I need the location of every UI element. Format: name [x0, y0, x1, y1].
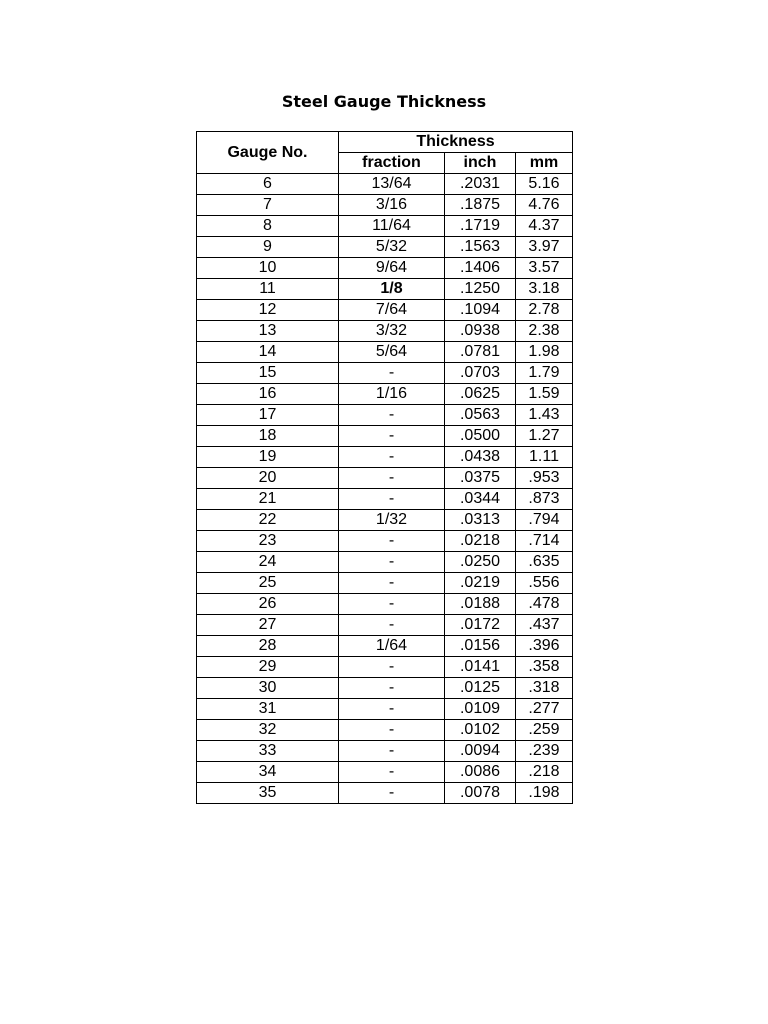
- inch-cell: .1563: [445, 237, 516, 258]
- table-row: [197, 510, 573, 531]
- fraction-cell: 11/64: [339, 216, 445, 237]
- table-row: [197, 321, 573, 342]
- fraction-cell: 1/64: [339, 636, 445, 657]
- table-row: [197, 636, 573, 657]
- gauge-cell: 30: [197, 678, 339, 699]
- thickness-header: Thickness: [339, 132, 573, 153]
- table-row: [197, 573, 573, 594]
- gauge-cell: 15: [197, 363, 339, 384]
- table-row: [197, 279, 573, 300]
- gauge-cell: 6: [197, 174, 339, 195]
- fraction-cell: 1/8: [339, 279, 445, 300]
- table-row: [197, 468, 573, 489]
- inch-cell: .0438: [445, 447, 516, 468]
- mm-cell: 3.18: [516, 279, 573, 300]
- gauge-cell: 10: [197, 258, 339, 279]
- table-row: [197, 258, 573, 279]
- table-row: [197, 762, 573, 783]
- mm-cell: 5.16: [516, 174, 573, 195]
- table-header: [197, 132, 573, 174]
- gauge-cell: 33: [197, 741, 339, 762]
- gauge-no-header: Gauge No.: [197, 132, 339, 174]
- fraction-cell: -: [339, 468, 445, 489]
- mm-cell: 1.98: [516, 342, 573, 363]
- table-row: [197, 300, 573, 321]
- gauge-cell: 14: [197, 342, 339, 363]
- table-row: [197, 552, 573, 573]
- gauge-cell: 20: [197, 468, 339, 489]
- table-row: [197, 237, 573, 258]
- inch-header: inch: [445, 153, 516, 174]
- table-row: [197, 174, 573, 195]
- gauge-cell: 27: [197, 615, 339, 636]
- table-row: [197, 195, 573, 216]
- fraction-cell: 5/32: [339, 237, 445, 258]
- mm-cell: .396: [516, 636, 573, 657]
- inch-cell: .0703: [445, 363, 516, 384]
- table-row: [197, 426, 573, 447]
- mm-cell: 2.38: [516, 321, 573, 342]
- fraction-cell: 3/32: [339, 321, 445, 342]
- inch-cell: .0172: [445, 615, 516, 636]
- fraction-cell: 5/64: [339, 342, 445, 363]
- inch-cell: .1094: [445, 300, 516, 321]
- inch-cell: .0500: [445, 426, 516, 447]
- gauge-cell: 24: [197, 552, 339, 573]
- inch-cell: .1875: [445, 195, 516, 216]
- fraction-cell: -: [339, 426, 445, 447]
- table-row: [197, 342, 573, 363]
- fraction-header: fraction: [339, 153, 445, 174]
- inch-cell: .0125: [445, 678, 516, 699]
- mm-cell: .239: [516, 741, 573, 762]
- fraction-cell: -: [339, 489, 445, 510]
- gauge-thickness-table: [196, 131, 573, 804]
- table-row: [197, 783, 573, 804]
- inch-cell: .0313: [445, 510, 516, 531]
- header-row-top: [197, 132, 573, 153]
- gauge-cell: 25: [197, 573, 339, 594]
- gauge-cell: 22: [197, 510, 339, 531]
- fraction-cell: -: [339, 573, 445, 594]
- table-row: [197, 447, 573, 468]
- table-row: [197, 384, 573, 405]
- mm-cell: .714: [516, 531, 573, 552]
- gauge-cell: 13: [197, 321, 339, 342]
- fraction-cell: -: [339, 594, 445, 615]
- gauge-cell: 9: [197, 237, 339, 258]
- mm-cell: .318: [516, 678, 573, 699]
- gauge-cell: 19: [197, 447, 339, 468]
- gauge-cell: 16: [197, 384, 339, 405]
- inch-cell: .0094: [445, 741, 516, 762]
- mm-cell: .437: [516, 615, 573, 636]
- gauge-cell: 28: [197, 636, 339, 657]
- mm-cell: .635: [516, 552, 573, 573]
- inch-cell: .0375: [445, 468, 516, 489]
- fraction-cell: -: [339, 720, 445, 741]
- mm-cell: .358: [516, 657, 573, 678]
- mm-cell: .218: [516, 762, 573, 783]
- gauge-cell: 7: [197, 195, 339, 216]
- inch-cell: .2031: [445, 174, 516, 195]
- fraction-cell: 7/64: [339, 300, 445, 321]
- mm-cell: 3.97: [516, 237, 573, 258]
- mm-cell: .794: [516, 510, 573, 531]
- mm-cell: .259: [516, 720, 573, 741]
- table-row: [197, 594, 573, 615]
- fraction-cell: -: [339, 615, 445, 636]
- inch-cell: .0563: [445, 405, 516, 426]
- mm-cell: .478: [516, 594, 573, 615]
- fraction-cell: -: [339, 699, 445, 720]
- gauge-cell: 17: [197, 405, 339, 426]
- inch-cell: .1406: [445, 258, 516, 279]
- table-row: [197, 657, 573, 678]
- fraction-cell: 13/64: [339, 174, 445, 195]
- inch-cell: .0219: [445, 573, 516, 594]
- inch-cell: .0102: [445, 720, 516, 741]
- fraction-cell: -: [339, 783, 445, 804]
- fraction-cell: 9/64: [339, 258, 445, 279]
- inch-cell: .0938: [445, 321, 516, 342]
- fraction-cell: 1/32: [339, 510, 445, 531]
- table-body: [197, 174, 573, 804]
- inch-cell: .0141: [445, 657, 516, 678]
- mm-header: mm: [516, 153, 573, 174]
- mm-cell: .198: [516, 783, 573, 804]
- fraction-cell: -: [339, 552, 445, 573]
- mm-cell: 2.78: [516, 300, 573, 321]
- inch-cell: .0109: [445, 699, 516, 720]
- gauge-cell: 34: [197, 762, 339, 783]
- mm-cell: .277: [516, 699, 573, 720]
- mm-cell: .873: [516, 489, 573, 510]
- mm-cell: 1.79: [516, 363, 573, 384]
- gauge-cell: 11: [197, 279, 339, 300]
- mm-cell: 4.37: [516, 216, 573, 237]
- gauge-cell: 29: [197, 657, 339, 678]
- gauge-cell: 26: [197, 594, 339, 615]
- fraction-cell: 3/16: [339, 195, 445, 216]
- gauge-cell: 21: [197, 489, 339, 510]
- inch-cell: .0078: [445, 783, 516, 804]
- mm-cell: 3.57: [516, 258, 573, 279]
- inch-cell: .1719: [445, 216, 516, 237]
- table-row: [197, 720, 573, 741]
- inch-cell: .0344: [445, 489, 516, 510]
- table-row: [197, 741, 573, 762]
- inch-cell: .0781: [445, 342, 516, 363]
- mm-cell: .556: [516, 573, 573, 594]
- fraction-cell: -: [339, 678, 445, 699]
- fraction-cell: -: [339, 741, 445, 762]
- fraction-cell: 1/16: [339, 384, 445, 405]
- gauge-cell: 12: [197, 300, 339, 321]
- mm-cell: .953: [516, 468, 573, 489]
- mm-cell: 1.59: [516, 384, 573, 405]
- table-row: [197, 216, 573, 237]
- table-row: [197, 699, 573, 720]
- gauge-cell: 32: [197, 720, 339, 741]
- inch-cell: .0250: [445, 552, 516, 573]
- mm-cell: 1.43: [516, 405, 573, 426]
- table-row: [197, 615, 573, 636]
- gauge-cell: 35: [197, 783, 339, 804]
- inch-cell: .0156: [445, 636, 516, 657]
- gauge-cell: 31: [197, 699, 339, 720]
- inch-cell: .0625: [445, 384, 516, 405]
- fraction-cell: -: [339, 657, 445, 678]
- gauge-cell: 18: [197, 426, 339, 447]
- fraction-cell: -: [339, 363, 445, 384]
- fraction-cell: -: [339, 762, 445, 783]
- page-title: Steel Gauge Thickness: [281, 92, 487, 111]
- table-row: [197, 531, 573, 552]
- inch-cell: .1250: [445, 279, 516, 300]
- table-row: [197, 489, 573, 510]
- inch-cell: .0188: [445, 594, 516, 615]
- mm-cell: 1.27: [516, 426, 573, 447]
- mm-cell: 4.76: [516, 195, 573, 216]
- fraction-cell: -: [339, 531, 445, 552]
- table-row: [197, 363, 573, 384]
- gauge-cell: 8: [197, 216, 339, 237]
- fraction-cell: -: [339, 447, 445, 468]
- fraction-cell: -: [339, 405, 445, 426]
- inch-cell: .0218: [445, 531, 516, 552]
- inch-cell: .0086: [445, 762, 516, 783]
- table-row: [197, 678, 573, 699]
- gauge-cell: 23: [197, 531, 339, 552]
- table-row: [197, 405, 573, 426]
- mm-cell: 1.11: [516, 447, 573, 468]
